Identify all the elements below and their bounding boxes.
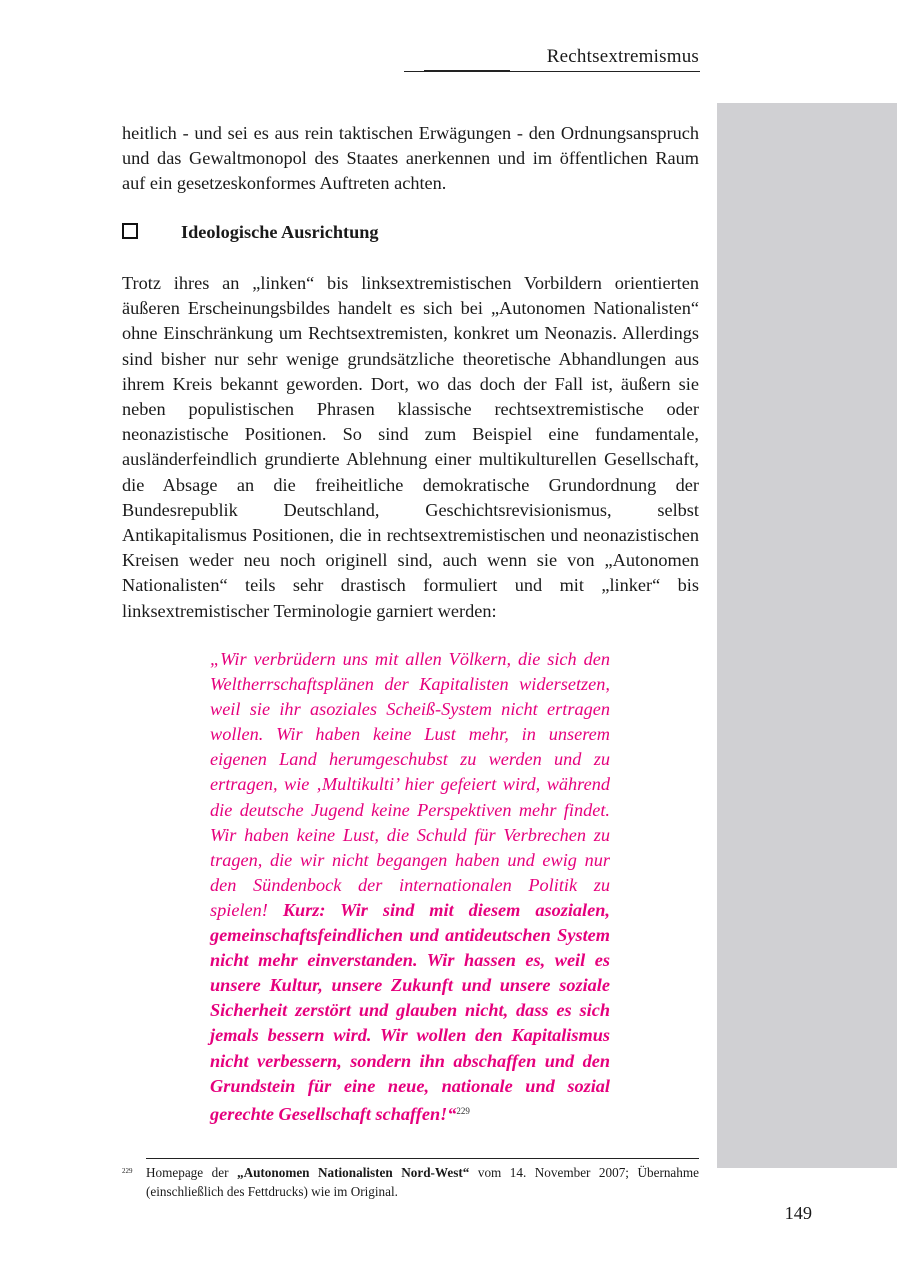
footnote-number: 229 bbox=[122, 1167, 133, 1175]
footnote-text bbox=[122, 1164, 699, 1201]
running-header-title: Rechtsextremismus bbox=[546, 46, 699, 67]
checkbox-bullet-icon bbox=[122, 223, 138, 239]
quote-italic-text: „Wir verbrüdern uns mit allen Völkern, die sich den Weltherrschaftsplänen der Kapitalisten widersetzen, weil sie ihr asoziales Scheiß-System nicht ertragen wollen. Wir haben keine Lust mehr, in unserem eigenen Land herumgeschubst zu werden und zu ertragen, wie ‚Multikulti’ hier gefeiert wird, während die deutsche Jugend keine Perspektiven mehr findet. Wir haben keine Lust, die Schuld für Verbrechen zu tragen, die wir nicht begangen haben und ewig nur den Sündenbock der internationalen Politik zu spielen! bbox=[210, 649, 610, 920]
body-paragraph-1: heitlich - und sei es aus rein taktischen Erwägungen - den Ordnungsanspruch und das Gewaltmonopol des Staates anerkennen und im öffentlichen Raum auf ein gesetzeskonformes Auftreten achten. bbox=[122, 123, 699, 194]
footnote-bold-source: „Autonomen Nationalisten Nord-West“ bbox=[236, 1165, 470, 1180]
header-rule-accent bbox=[424, 70, 510, 72]
footnote-suffix: vom 14. November 2007; Übernahme (einschließlich des Fettdrucks) wie im Original. bbox=[146, 1165, 699, 1199]
page-number: 149 bbox=[784, 1203, 812, 1223]
quote-footnote-ref[interactable]: 229 bbox=[456, 1105, 470, 1116]
footnote bbox=[122, 1164, 699, 1201]
section-heading-label: Ideologische Ausrichtung bbox=[181, 222, 379, 242]
footnote-prefix: Homepage der bbox=[146, 1165, 237, 1180]
footnote-rule bbox=[146, 1158, 699, 1159]
side-margin-panel bbox=[717, 103, 897, 1168]
body-paragraph-2: Trotz ihres an „linken“ bis linksextremistischen Vorbildern orientierten äußeren Erscheinungsbildes handelt es sich bei „Autonomen Nationalisten“ ohne Einschränkung um Rechtsextremisten, konkret um Neonazis. Allerdings sind bisher nur sehr wenige grundsätzliche theoretische Abhandlungen aus ihrem Kreis bekannt geworden. Dort, wo das doch der Fall ist, äußern sie neben populistischen Phrasen klassische rechtsextremistische oder neonazistische Positionen. So sind zum Beispiel eine fundamentale, ausländerfeindlich grundierte Ablehnung einer multikulturellen Gesellschaft, die Absage an die freiheitliche demokratische Grundordnung der Bundesrepublik Deutschland, Geschichtsrevisionismus, selbst Antikapitalismus Positionen, die in rechtsextremistischen und neonazistischen Kreisen weder neu noch originell sind, auch wenn sie von „Autonomen Nationalisten“ teils sehr drastisch formuliert und mit „linker“ bis linksextremistischer Terminologie garniert werden: bbox=[122, 273, 699, 621]
quote-bold-text: Kurz: Wir sind mit diesem asozialen, gemeinschaftsfeindlichen und antideutschen System nicht mehr einverstanden. Wir hassen es, weil es unsere Kultur, unsere Zukunft und unsere soziale Sicherheit zerstört und glauben nicht, dass es sich jemals bessern wird. Wir wollen den Kapitalismus nicht verbessern, sondern ihn abschaffen und den Grundstein für eine neue, nationale und sozial gerechte Gesellschaft schaffen!“ bbox=[210, 899, 610, 1124]
block-quote bbox=[210, 647, 610, 1127]
